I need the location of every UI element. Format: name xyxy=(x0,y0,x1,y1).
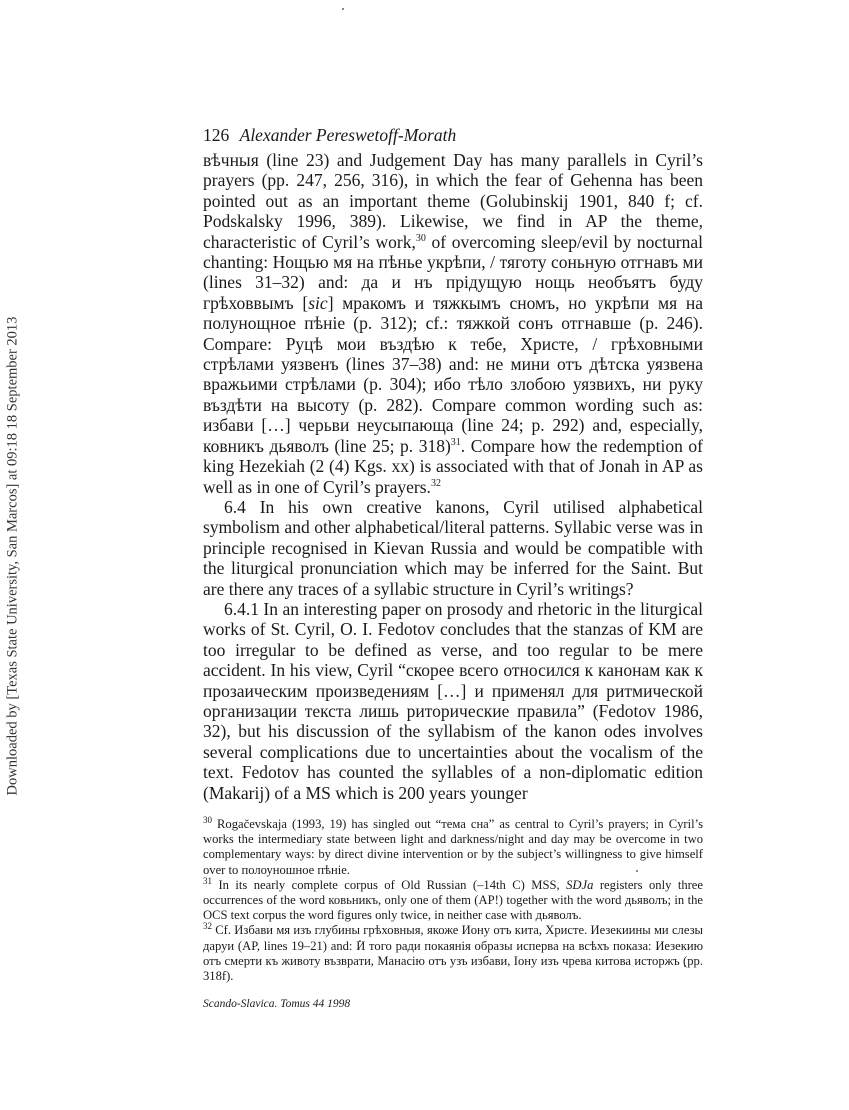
footnote-31: $^{31}$ In its nearly complete corpus of Old Russian (–14th C) MSS, SDJa registers only three occurrences of the word ковьникъ, only one of them (AP!) together with the word дьяволъ; in the OCS text corpus the word figures only twice, in neither case with дьяволъ. xyxy=(203,875,703,923)
footnotes xyxy=(203,814,704,984)
footnote-30: $^{30}$ Rogačevskaja (1993, 19) has singled out “тема сна” as central to Cyril’s prayers; in Cyril’s works the intermediary state between light and darkness/night and day may be overcome in two complementary ways: by direct divine intervention or by the subject’s willingness to give himself over to полоуношное пѣніе. xyxy=(203,814,703,877)
scan-speck xyxy=(342,8,344,10)
paragraph: вѣчныя (line 23) and Judgement Day has many parallels in Cyril’s prayers (pp. 247, 256, 316), in which the fear of Gehenna has been pointed out as an important theme (Golubinskij 1901, 840 f; cf. Podskalsky 1996, 389). Likewise, we find in AP the theme, characteristic of Cyril’s work,$^{30}$ of overcoming sleep/evil by nocturnal chanting: Нощью мя на пѣнье укрѣпи, / тяготу соньную отгнавъ ми (lines 31–32) and: да и нъ прідущую нощь необъятъ буду грѣховвымъ [sic] мракомъ и тяжкымъ сномъ, но укрѣпи мя на полунощное пѣніе (p. 312); cf.: тяжкой сонъ отгнавше (p. 246). Compare: Руцѣ мои въздѣю к тебе, Христе, / грѣховными стрѣлами уязвенъ (lines 37–38) and: не мини отъ дѣтска уязвена вражьими стрѣлами (p. 304); ибо тѣло злобою уязвихъ, ни руку въздѣти на высоту (p. 282). Compare common wording such as: избави […] черьви неусыпающа (line 24; p. 292) and, especially, ковникъ дьяволъ (line 25; p. 318)$^{31}$. Compare how the redemption of king Hezekiah (2 (4) Kgs. xx) is associated with that of Jonah in AP as well as in one of Cyril’s prayers.$^{32}$ xyxy=(203,150,703,497)
download-notice: Downloaded by [Texas State University, San Marcos] at 09:18 18 September 2013 xyxy=(4,316,21,796)
body-text xyxy=(203,150,703,803)
page-content xyxy=(203,120,703,1010)
footnote-ref-31[interactable]: 31 xyxy=(450,436,461,448)
paragraph: 6.4.1 In an interesting paper on prosody and rhetoric in the liturgical works of St. Cyril, O. I. Fedotov concludes that the stanzas of KM are too irregular to be defined as verse, and too regular to be mere accident. In his view, Cyril “скорее всего относился к канонам как к прозаическим произведениям […] и применял для ритмической организации текста лишь риторические правила” (Fedotov 1986, 32), but his discussion of the syllabism of the kanon odes involves several complications due to uncertainties about the vocalism of the text. Fedotov has counted the syllables of a non-diplomatic edition (Makarij) of a MS which is 200 years younger xyxy=(203,598,703,803)
page-number: 126 xyxy=(203,125,230,145)
running-head xyxy=(203,124,703,146)
running-head-author: Alexander Pereswetoff-Morath xyxy=(239,125,457,145)
footnote-ref-30[interactable]: 30 xyxy=(415,232,426,244)
footnote-ref-32[interactable]: 32 xyxy=(430,477,441,489)
download-stamp xyxy=(0,0,26,1110)
footnote-32: $^{32}$ Cf. Избави мя изъ глубины грѣховныя, якоже Иону отъ кита, Христе. Иезекиины ми слезы даруи (AP, lines 19–21) and: И того ради покаянія образы исперва на всѣхъ показа: Иезекию отъ смерти къ животу възврати, Манасію отъ узъ избави, Іону изъ чрева китова исторжъ (pp. 318f). xyxy=(203,921,704,984)
journal-footer: Scando-Slavica. Tomus 44 1998 xyxy=(203,998,351,1011)
paragraph: 6.4 In his own creative kanons, Cyril utilised alphabetical symbolism and other alphabetical/literal patterns. Syllabic verse was in principle recognised in Kievan Russia and would be compatible with the liturgical pronunciation which may be inferred for the Saint. But are there any traces of a syllabic structure in Cyril’s writings? xyxy=(203,496,703,599)
